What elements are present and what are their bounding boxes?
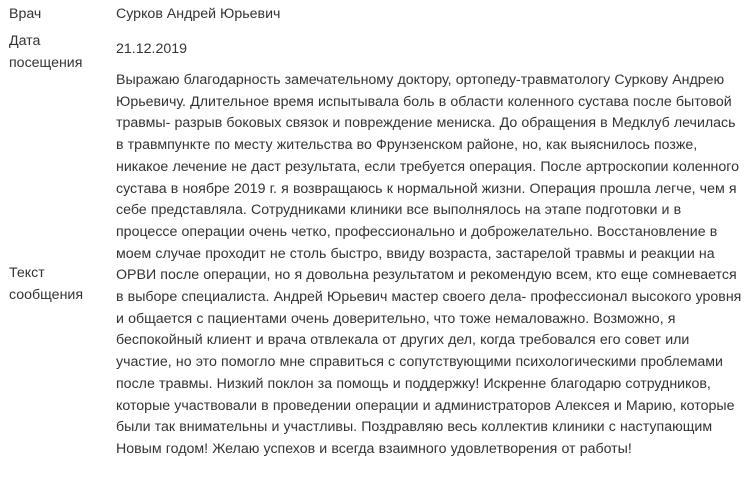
- visit-date-label: Дата посещения: [9, 33, 83, 71]
- doctor-row: [0, 0, 752, 30]
- message-label: Текст сообщения: [9, 265, 84, 303]
- visit-date-row: [0, 30, 752, 74]
- message-row: [0, 70, 752, 500]
- doctor-name: Сурков Андрей Юрьевич: [116, 6, 281, 22]
- doctor-label: Врач: [9, 6, 42, 22]
- visit-date-value: 21.12.2019: [116, 41, 188, 57]
- message-text: Выражаю благодарность замечательному доктору, ортопеду-травматологу Суркову Андрею Юрьевичу. Длительное время испытывала боль в области коленного сустава после бытовой травмы- разрыв боковых связок и повреждение мениска. До обращения в Медклуб лечилась в травмпункте по месту жительства во Фрунзенском районе, но, как выяснилось позже, никакое лечение не даст результата, если требуется операция. После артроскопии коленного сустава в ноябре 2019 г. я возвращаюсь к нормальной жизни. Операция прошла легче, чем я себе представляла. Сотрудниками клиники все выполнялось на этапе подготовки и в процессе операции очень четко, профессионально и доброжелательно. Восстановление в моем случае проходит не столь быстро, ввиду возраста, застарелой травмы и реакции на ОРВИ после операции, но я довольна результатом и рекомендую всем, кто еще сомневается в выборе специалиста. Андрей Юрьевич мастер своего дела- профессионал высокого уровня и общается с пациентами очень доверительно, что тоже немаловажно. Возможно, я беспокойный клиент и врача отвлекала от других дел, когда требовался его совет или участие, но это помогло мне справиться с сопутствующими психологическими проблемами после травмы. Низкий поклон за помощь и поддержку! Искренне благодарю сотрудников, которые участвовали в проведении операции и администраторов Алексея и Марию, которые были так внимательны и участливы. Поздравляю весь коллектив клиники с наступающим Новым годом! Желаю успехов и всегда взаимного удовлетворения от работы!: [116, 72, 742, 457]
